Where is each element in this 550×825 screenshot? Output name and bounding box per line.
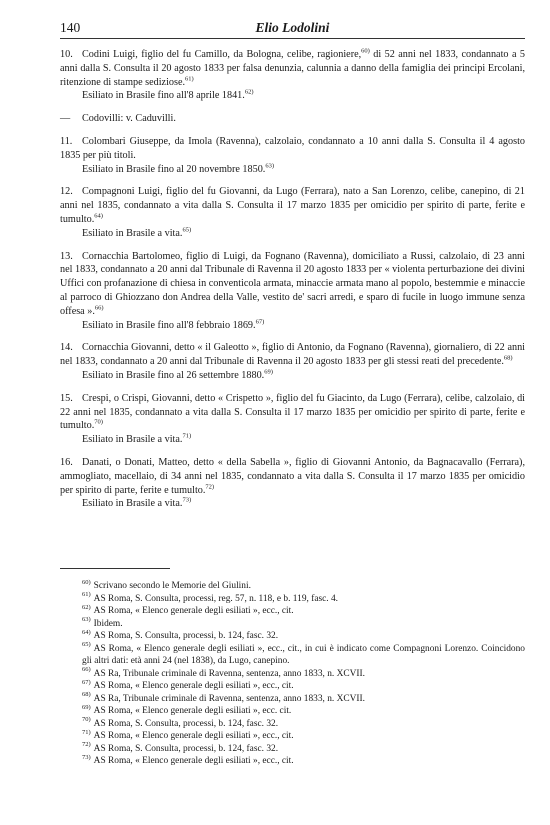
header-rule xyxy=(60,38,525,39)
footnote-text: AS Roma, S. Consulta, processi, b. 124, fasc. 32. xyxy=(93,743,279,754)
footnote xyxy=(60,718,525,731)
footnote-number: 65) xyxy=(82,641,91,649)
footnote-ref: 61) xyxy=(185,75,194,83)
footnote-number: 69) xyxy=(82,703,91,711)
footnote-number: 66) xyxy=(82,666,91,674)
exile-text: Esiliato in Brasile a vita. xyxy=(82,227,183,239)
footnote-ref: 62) xyxy=(244,89,254,96)
entry-body xyxy=(60,456,525,497)
footnote-text: Ibidem. xyxy=(93,618,123,629)
footnote-number: 63) xyxy=(82,616,91,624)
entry-body xyxy=(60,112,525,126)
exile-line xyxy=(60,227,525,241)
footnote-ref: 72) xyxy=(205,483,215,491)
footnote-ref: 69) xyxy=(264,368,273,376)
exile-text: Esiliato in Brasile fino al 26 settembre 1880. xyxy=(82,369,265,381)
footnote-list xyxy=(60,580,525,768)
entry-text: Colombari Giuseppe, da Imola (Ravenna), calzolaio, condannato a 10 anni dalla S. Consulta il 4 agosto 1835 per più titoli. xyxy=(60,135,525,161)
footnote-text: AS Roma, « Elenco generale degli esiliati », ecc., cit. xyxy=(93,606,294,616)
footnote-text: AS Roma, S. Consulta, processi, reg. 57, n. 118, e b. 119, fasc. 4. xyxy=(93,593,339,604)
footnote xyxy=(60,730,525,743)
entry xyxy=(60,341,525,382)
footnote-rule xyxy=(60,568,170,569)
footnote-number: 70) xyxy=(82,716,91,724)
entry-text: Codini Luigi, figlio del fu Camillo, da Bologna, celibe, ragioniere, xyxy=(82,49,362,60)
entry-body xyxy=(60,392,525,433)
footnote-text: Scrivano secondo le Memorie del Giulini. xyxy=(93,581,251,591)
footnote xyxy=(60,743,525,756)
entry-number: 13. xyxy=(60,250,73,262)
footnote-number: 73) xyxy=(82,753,91,761)
footnote-number: 64) xyxy=(82,628,91,636)
footnote-ref: 64) xyxy=(94,212,103,220)
entry-text: Danati, o Donati, Matteo, detto « della Sabella », figlio di Giovanni Antonio, da Bagnacavallo (Ferrara), ammogliato, macellaio, di 34 anni nel 1835, condannato a vita dalla S. Consulta il 17 marzo 1835 per omicidio per spirito di parte, ferite e tumulto. xyxy=(60,456,525,496)
footnote xyxy=(60,580,525,593)
entry-number: 16. xyxy=(60,456,73,468)
footnote xyxy=(60,693,525,706)
entry xyxy=(60,456,525,511)
entry-body xyxy=(60,341,525,369)
footnote-number: 71) xyxy=(82,728,91,736)
exile-text: Esiliato in Brasile fino all'8 febbraio 1869. xyxy=(82,319,256,331)
footnote-ref: 60) xyxy=(361,47,370,55)
entry-number: 14. xyxy=(60,342,73,354)
exile-line xyxy=(60,369,525,383)
exile-text: Esiliato in Brasile a vita. xyxy=(82,434,183,446)
footnote-text: AS Roma, « Elenco generale degli esiliati », ecc., cit. xyxy=(93,681,294,691)
footnote-text: AS Roma, « Elenco generale degli esiliati », ecc., cit. xyxy=(93,731,294,741)
footnote xyxy=(60,668,525,681)
exile-line xyxy=(60,497,525,511)
entry-number: 10. xyxy=(60,49,73,60)
footnote-ref: 65) xyxy=(182,226,192,234)
entry-text: Crespi, o Crispi, Giovanni, detto « Crispetto », figlio del fu Giacinto, da Lugo (Ferrara), celibe, calzolaio, di 22 anni nel 1835, condannato a vita dalla S. Consulta il 17 marzo 1835 per omicidio per spirito di parte, ferite e tumulto. xyxy=(60,392,525,432)
footnote xyxy=(60,755,525,768)
footnote-number: 68) xyxy=(82,691,91,699)
footnote-text: AS Ra, Tribunale criminale di Ravenna, sentenza, anno 1833, n. XCVII. xyxy=(93,668,365,679)
footnote xyxy=(60,630,525,643)
entry-list xyxy=(60,48,525,520)
footnote-text: AS Ra, Tribunale criminale di Ravenna, sentenza, anno 1833, n. XCVII. xyxy=(93,693,365,704)
footnote xyxy=(60,680,525,693)
entry-body xyxy=(60,135,525,163)
exile-line xyxy=(60,433,525,447)
footnote xyxy=(60,705,525,718)
entry-text: Cornacchia Giovanni, detto « il Galeotto », figlio di Antonio, da Fognano (Ravenna), giornaliero, di 22 anni nel 1833, condannato a 20 anni dal Tribunale di Ravenna il 20 agosto 1833 per gli stessi reati del precedente. xyxy=(60,342,525,368)
entry xyxy=(60,112,525,126)
exile-line xyxy=(60,89,525,103)
entry-text-cont: di 52 anni nel 1833, condannato a 5 anni dalla S. Consulta il 20 agosto 1833 per falsa denunzia, calunnia a danno della famiglia dei principi Ercolani, ritenzione di stampe sediziose. xyxy=(60,49,526,88)
entry-text: Compagnoni Luigi, figlio del fu Giovanni, da Lugo (Ferrara), nato a San Lorenzo, celibe, canepino, di 21 anni nel 1835, condannato a vita dalla S. Consulta il 17 marzo 1835 per omicidio per spirito di parte, ferite e tumulto. xyxy=(60,186,525,225)
entry-number: 15. xyxy=(60,392,73,404)
entry-text: Codovilli: v. Caduvilli. xyxy=(82,113,176,125)
footnote xyxy=(60,593,525,606)
page-number: 140 xyxy=(60,20,81,35)
exile-line xyxy=(60,163,525,177)
exile-text: Esiliato in Brasile fino al 20 novembre 1850. xyxy=(82,163,266,175)
footnote-number: 67) xyxy=(82,678,91,686)
entry-number: — xyxy=(60,113,71,125)
footnote-ref: 68) xyxy=(503,354,513,362)
entry-body xyxy=(60,185,525,226)
footnote xyxy=(60,618,525,631)
footnote-number: 61) xyxy=(82,591,91,599)
entry xyxy=(60,48,525,103)
exile-line xyxy=(60,319,525,333)
footnote-ref: 70) xyxy=(94,418,103,426)
footnote-text: AS Roma, « Elenco generale degli esiliati », ecc. cit. xyxy=(93,706,292,716)
footnote xyxy=(60,643,525,668)
footnote-ref: 66) xyxy=(94,304,104,312)
footnote-ref: 71) xyxy=(182,432,192,440)
entry xyxy=(60,135,525,176)
footnote-number: 62) xyxy=(82,603,91,611)
footnote-text: AS Roma, S. Consulta, processi, b. 124, fasc. 32. xyxy=(93,631,279,641)
entry-body xyxy=(60,48,525,89)
footnote-text: AS Roma, « Elenco generale degli esiliati », ecc., cit. xyxy=(93,756,294,766)
footnote-number: 60) xyxy=(82,578,91,586)
entry xyxy=(60,250,525,333)
entry-text: Cornacchia Bartolomeo, figlio di Luigi, da Fognano (Ravenna), domiciliato a Russi, calzolaio, di 23 anni nel 1833, condannato a 20 anni dal Tribunale di Ravenna il 20 agosto 1833 per « violenta perturbazione dei divini Uffici con profanazione di chiesa in conventicola armata, minaccie armata mano al popolo, bestemmie e minaccie al parroco di Ghiozzano don Andrea della Valle, vestito de' sacri arredi, e sparo di fucile in luogo immune senza offesa ». xyxy=(60,250,525,317)
footnote-ref: 73) xyxy=(182,496,192,504)
footnote-ref: 67) xyxy=(255,318,265,326)
footnote xyxy=(60,605,525,618)
entry xyxy=(60,392,525,447)
exile-text: Esiliato in Brasile fino all'8 aprile 1841. xyxy=(82,90,245,102)
running-title: Elio Lodolini xyxy=(255,20,330,35)
entry-body xyxy=(60,250,525,319)
footnote-text: AS Roma, « Elenco generale degli esiliati », ecc., cit., in cui è indicato come Compagnoni Lorenzo. Coincidono gli altri dati: età anni 24 (nel 1838), da Lugo, canepino. xyxy=(82,643,525,666)
footnote-ref: 63) xyxy=(265,162,275,170)
page-header xyxy=(60,20,525,42)
footnote-number: 72) xyxy=(82,741,91,749)
exile-text: Esiliato in Brasile a vita. xyxy=(82,498,183,510)
footnote-text: AS Roma, S. Consulta, processi, b. 124, fasc. 32. xyxy=(93,718,279,729)
entry xyxy=(60,185,525,240)
entry-number: 11. xyxy=(60,135,73,147)
entry-number: 12. xyxy=(60,186,73,198)
